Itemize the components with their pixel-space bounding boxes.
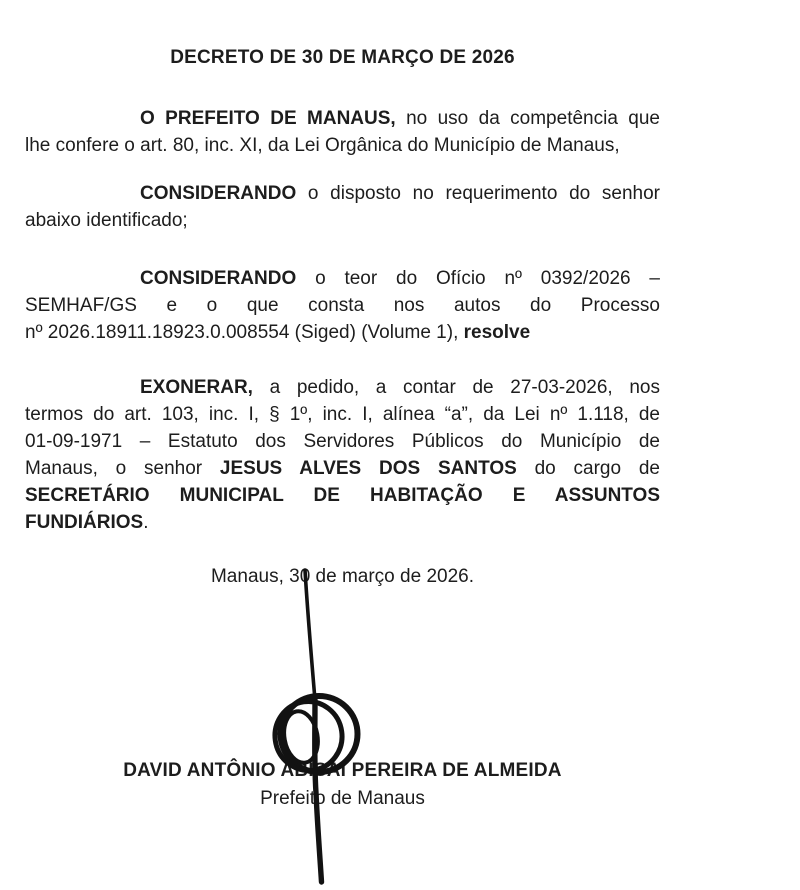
text-line: EXONERAR, a pedido, a contar de 27-03-2026, nos — [140, 377, 660, 398]
text-line: FUNDIÁRIOS. — [25, 512, 149, 533]
paragraph-considerando-requerimento — [25, 180, 660, 234]
decree-title: DECRETO DE 30 DE MARÇO DE 2026 — [170, 47, 515, 68]
text-line: SEMHAF/GS e o que consta nos autos do Processo — [25, 295, 660, 316]
paragraph-exonerar — [25, 374, 660, 536]
paragraph-preamble — [25, 105, 660, 159]
text-line: termos do art. 103, inc. I, § 1º, inc. I, alínea “a”, da Lei nº 1.118, de — [25, 404, 660, 425]
text-line: 01-09-1971 – Estatuto dos Servidores Públicos do Município de — [25, 431, 660, 452]
signatory-name: DAVID ANTÔNIO ABISAI PEREIRA DE ALMEIDA — [123, 760, 562, 781]
paragraph-considerando-oficio — [25, 265, 660, 346]
text-line: Manaus, o senhor JESUS ALVES DOS SANTOS do cargo de — [25, 458, 660, 479]
place-date-line: Manaus, 30 de março de 2026. — [210, 566, 474, 587]
text-line: CONSIDERANDO o disposto no requerimento do senhor — [140, 183, 660, 204]
signatory-role: Prefeito de Manaus — [260, 788, 425, 809]
text-line: O PREFEITO DE MANAUS, no uso da competência que — [140, 108, 660, 129]
text-line: CONSIDERANDO o teor do Ofício nº 0392/2026 – — [140, 268, 660, 289]
signature-ink — [235, 558, 395, 890]
text-line: SECRETÁRIO MUNICIPAL DE HABITAÇÃO E ASSUNTOS — [25, 485, 660, 506]
text-line: lhe confere o art. 80, inc. XI, da Lei Orgânica do Município de Manaus, — [25, 135, 620, 156]
text-line: abaixo identificado; — [25, 210, 188, 231]
text-line: nº 2026.18911.18923.0.008554 (Siged) (Volume 1), resolve — [25, 322, 531, 343]
